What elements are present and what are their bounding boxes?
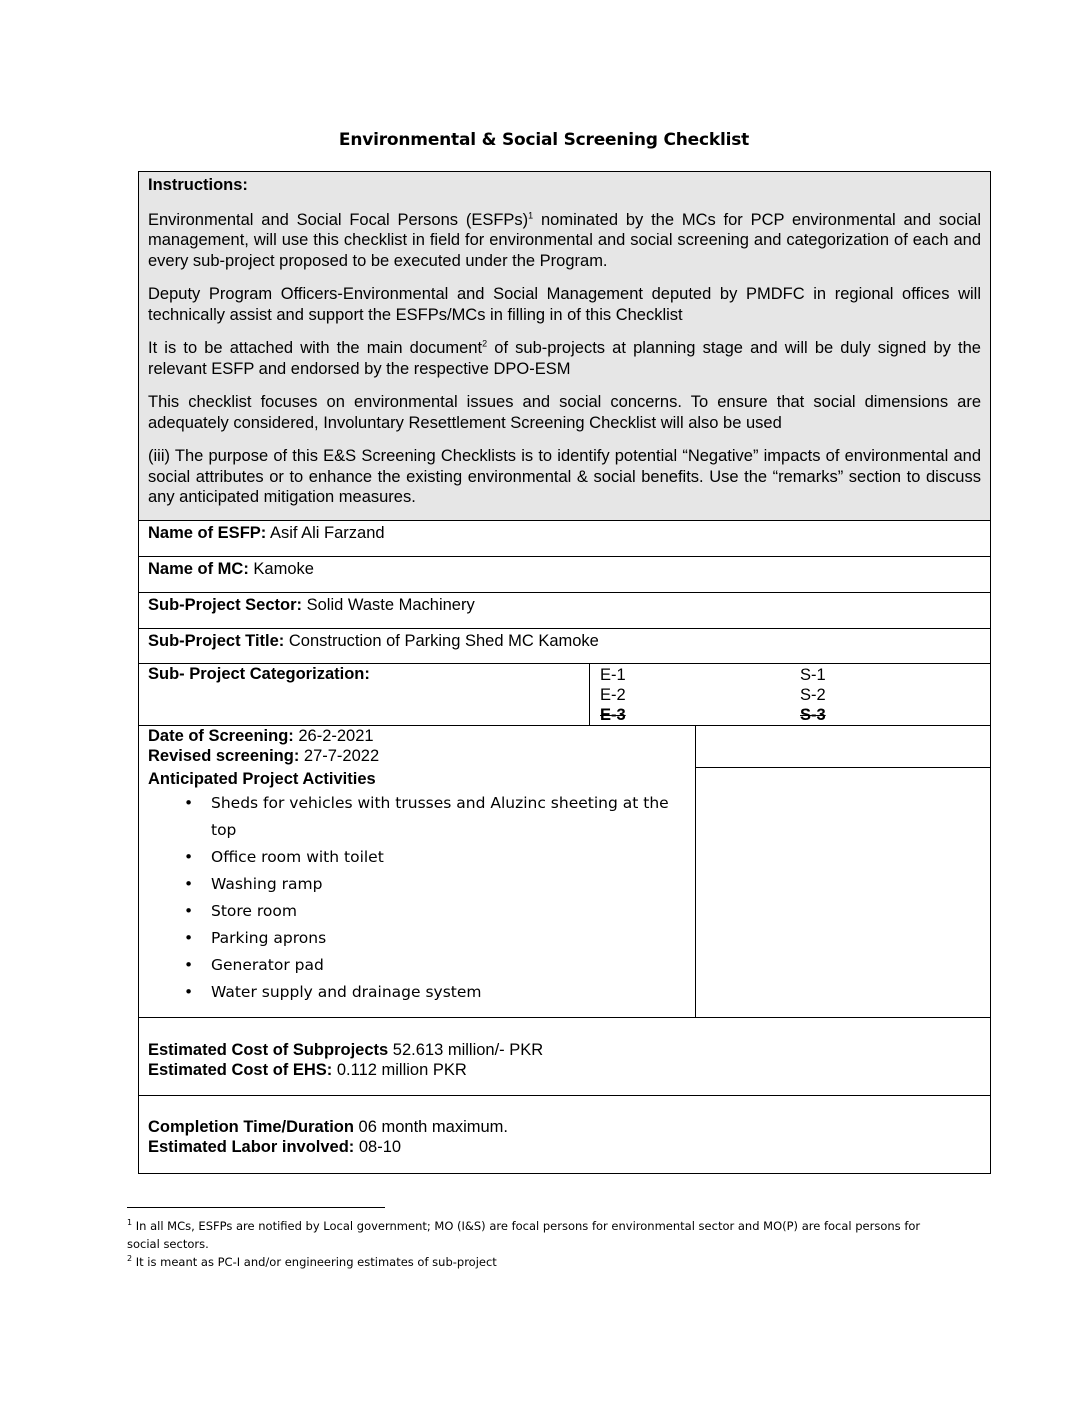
- duration-value: 06 month maximum.: [353, 1117, 509, 1136]
- mc-value: Kamoke: [248, 559, 314, 578]
- revised-value: 27-7-2022: [299, 746, 380, 765]
- date-value: 26-2-2021: [293, 726, 374, 745]
- env-category-e2: E-2: [600, 685, 626, 704]
- activities-list: [148, 790, 686, 1006]
- footnote-divider: [127, 1207, 385, 1208]
- instructions-section: [139, 172, 990, 521]
- esfp-row: [139, 521, 990, 557]
- footnote-1: $^1$ In all MCs, ESFPs are notified by Local government; MO (I&S) are focal persons for environmental sector and MO(P) are focal persons for social sectors.: [127, 1218, 921, 1251]
- social-category-column: [790, 665, 990, 725]
- activities-row: [139, 768, 990, 1018]
- subproject-title-label: Sub-Project Title:: [148, 631, 285, 650]
- cost-label: Estimated Cost of Subprojects: [148, 1040, 389, 1059]
- instructions-paragraph-3: It is to be attached with the main document$^2$ of sub-projects at planning stage and will be duly signed by the relevant ESFP and endorsed by the respective DPO-ESM: [148, 338, 981, 378]
- social-category-s3: S-3: [800, 705, 826, 724]
- social-category-s1: S-1: [800, 665, 826, 684]
- cost-value: 52.613 million/- PKR: [388, 1040, 544, 1059]
- list-item: • Office room with toilet: [211, 844, 686, 871]
- list-item: • Parking aprons: [211, 925, 686, 952]
- sector-value: Solid Waste Machinery: [302, 595, 475, 614]
- mc-label: Name of MC:: [148, 559, 249, 578]
- footnote-2: $^2$ It is meant as PC-I and/or engineering estimates of sub-project: [127, 1254, 497, 1269]
- instructions-heading: Instructions:: [148, 176, 248, 194]
- activities-label: Anticipated Project Activities: [148, 769, 376, 788]
- checklist-form: [138, 171, 991, 1174]
- esfp-value: Asif Ali Farzand: [266, 523, 385, 542]
- social-category-s2: S-2: [800, 685, 826, 704]
- page-title: Environmental & Social Screening Checklist: [338, 130, 750, 150]
- date-row: [139, 726, 990, 768]
- instructions-paragraph-4: This checklist focuses on environmental issues and social concerns. To ensure that social dimensions are adequately considered, Involuntary Resettlement Screening Checklist will also be used: [148, 393, 981, 432]
- footnote-ref-2: 2: [482, 338, 488, 349]
- categorization-label: Sub- Project Categorization:: [148, 664, 370, 683]
- sector-label: Sub-Project Sector:: [148, 595, 303, 614]
- categorization-row: [139, 664, 990, 726]
- subproject-title-value: Construction of Parking Shed MC Kamoke: [284, 631, 599, 650]
- env-category-column: [590, 665, 790, 725]
- footnotes: [127, 1207, 947, 1271]
- ehs-cost-label: Estimated Cost of EHS:: [148, 1061, 333, 1079]
- labor-value: 08-10: [354, 1138, 402, 1156]
- instructions-paragraph-5: (iii) The purpose of this E&S Screening Checklists is to identify potential “Negative” impacts of environmental and social attributes or to enhance the existing environmental & social benefits. Use the “remarks” section to discuss any anticipated mitigation measures.: [148, 447, 981, 506]
- revised-label: Revised screening:: [148, 746, 300, 765]
- instructions-paragraph-2: Deputy Program Officers-Environmental and Social Management deputed by PMDFC in regional offices will technically assist and support the ESFPs/MCs in filling in of this Checklist: [148, 285, 981, 324]
- mc-row: [139, 557, 990, 593]
- duration-label: Completion Time/Duration: [148, 1117, 354, 1136]
- date-label: Date of Screening:: [148, 726, 294, 745]
- duration-row: [139, 1096, 990, 1173]
- sector-row: [139, 593, 990, 629]
- labor-label: Estimated Labor involved:: [148, 1138, 355, 1156]
- instructions-paragraph-1: Environmental and Social Focal Persons (ESFPs)$^1$ nominated by the MCs for PCP environmental and social management, will use this checklist in field for environmental and social screening and categorization of each and every sub-project proposed to be executed under the Program.: [148, 210, 981, 270]
- list-item: • Generator pad: [211, 952, 686, 979]
- list-item: • Washing ramp: [211, 871, 686, 898]
- esfp-label: Name of ESFP:: [148, 523, 267, 542]
- ehs-cost-value: 0.112 million PKR: [332, 1061, 467, 1079]
- env-category-e3: E-3: [600, 705, 626, 724]
- env-category-e1: E-1: [600, 665, 626, 684]
- subproject-title-row: [139, 629, 990, 664]
- list-item: • Store room: [211, 898, 686, 925]
- list-item: • Sheds for vehicles with trusses and Aluzinc sheeting at the top: [211, 790, 686, 844]
- list-item: • Water supply and drainage system: [211, 979, 686, 1006]
- cost-row: [139, 1018, 990, 1096]
- footnote-ref-1: 1: [528, 210, 534, 220]
